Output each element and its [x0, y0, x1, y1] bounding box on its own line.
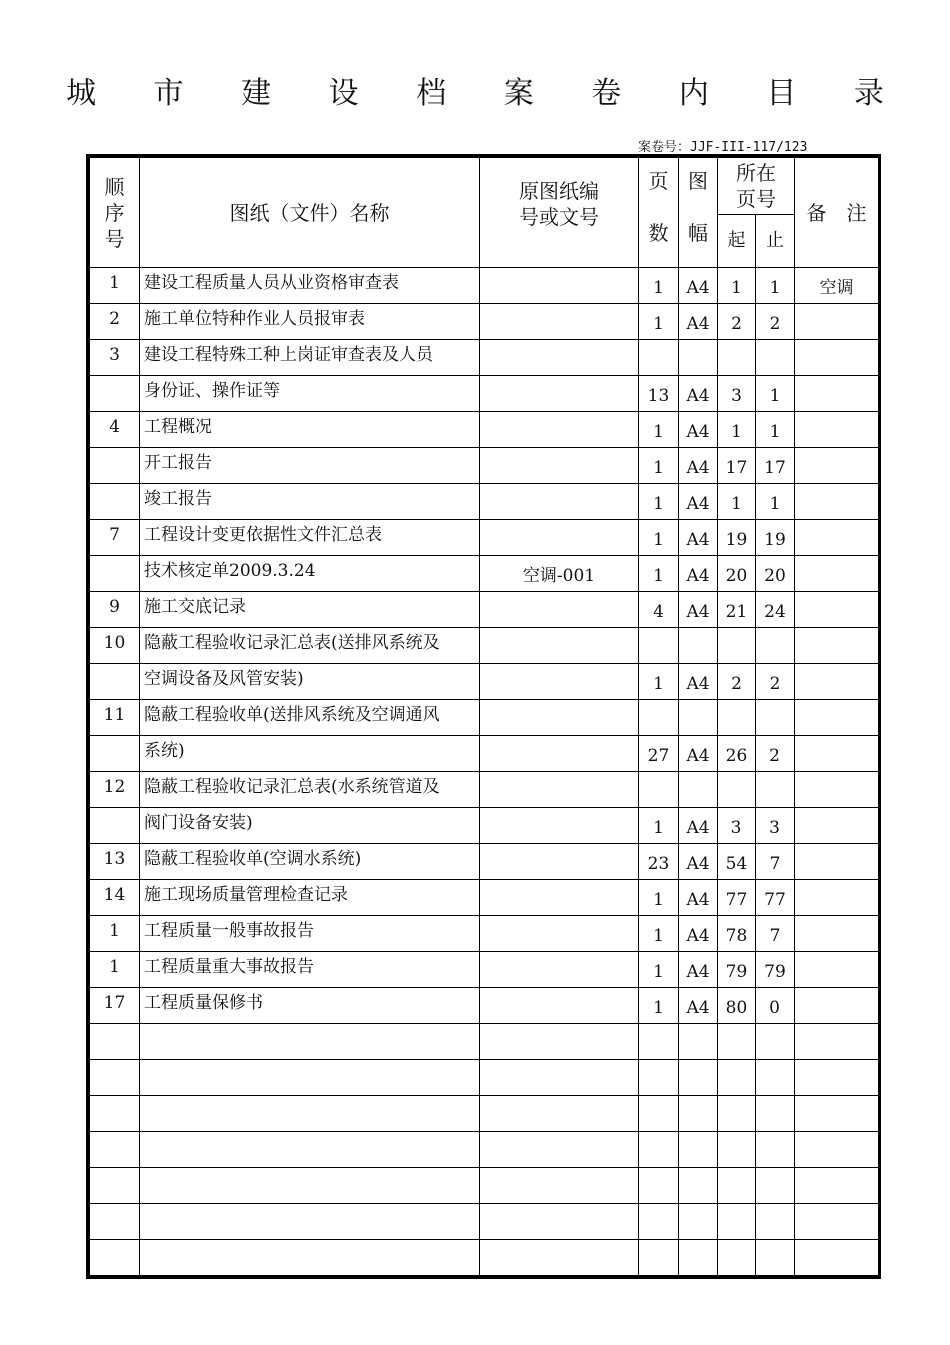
row-name: 系统)	[140, 736, 480, 772]
row-name	[140, 1060, 480, 1096]
row-orig-no	[480, 664, 639, 700]
row-end	[756, 1168, 795, 1204]
row-remark: 空调	[795, 268, 879, 304]
row-name	[140, 1096, 480, 1132]
row-start	[718, 1132, 756, 1168]
row-start: 78	[718, 916, 756, 952]
row-seq	[90, 448, 140, 484]
row-pages	[639, 340, 679, 376]
row-orig-no	[480, 376, 639, 412]
table-row	[90, 1168, 879, 1204]
row-orig-no: 空调-001	[480, 556, 639, 592]
row-start	[718, 1060, 756, 1096]
header-seq: 顺序号	[90, 158, 140, 268]
row-size	[679, 1024, 718, 1060]
table-row	[90, 592, 879, 628]
row-end: 1	[756, 412, 795, 448]
row-end	[756, 772, 795, 808]
row-start: 1	[718, 484, 756, 520]
row-seq: 12	[90, 772, 140, 808]
row-seq	[90, 556, 140, 592]
row-pages: 27	[639, 736, 679, 772]
row-remark	[795, 304, 879, 340]
row-start: 3	[718, 808, 756, 844]
row-name: 开工报告	[140, 448, 480, 484]
row-pages	[639, 1096, 679, 1132]
row-size: A4	[679, 844, 718, 880]
row-size	[679, 1240, 718, 1276]
table-row	[90, 1204, 879, 1240]
row-orig-no	[480, 1204, 639, 1240]
row-pages: 1	[639, 412, 679, 448]
row-remark	[795, 808, 879, 844]
row-orig-no	[480, 1096, 639, 1132]
row-end	[756, 1132, 795, 1168]
row-size	[679, 700, 718, 736]
row-seq	[90, 1060, 140, 1096]
row-seq	[90, 736, 140, 772]
row-seq	[90, 1168, 140, 1204]
row-name	[140, 1168, 480, 1204]
row-remark	[795, 484, 879, 520]
row-seq: 4	[90, 412, 140, 448]
row-remark	[795, 340, 879, 376]
row-pages	[639, 1024, 679, 1060]
table-row	[90, 916, 879, 952]
header-orig-no	[480, 158, 639, 268]
row-seq	[90, 1096, 140, 1132]
row-pages: 1	[639, 304, 679, 340]
row-seq: 17	[90, 988, 140, 1024]
case-number: 案卷号：JJF-III-117/123	[638, 140, 808, 155]
table-row	[90, 448, 879, 484]
row-orig-no	[480, 736, 639, 772]
row-remark	[795, 448, 879, 484]
page-title: 城 市 建 设 档 案 卷 内 目 录	[66, 76, 908, 111]
row-name: 技术核定单2009.3.24	[140, 556, 480, 592]
row-size	[679, 1168, 718, 1204]
row-size: A4	[679, 664, 718, 700]
row-end: 2	[756, 664, 795, 700]
row-remark	[795, 880, 879, 916]
row-size	[679, 1204, 718, 1240]
row-end	[756, 340, 795, 376]
row-end	[756, 1060, 795, 1096]
row-end	[756, 1096, 795, 1132]
table-row	[90, 412, 879, 448]
row-pages: 1	[639, 448, 679, 484]
table-row	[90, 808, 879, 844]
row-end: 20	[756, 556, 795, 592]
header-orig-no-line2: 号或文号	[519, 205, 599, 229]
row-seq	[90, 1204, 140, 1240]
row-size: A4	[679, 448, 718, 484]
row-end	[756, 700, 795, 736]
row-name: 施工现场质量管理检查记录	[140, 880, 480, 916]
row-orig-no	[480, 1240, 639, 1276]
row-end: 17	[756, 448, 795, 484]
row-start	[718, 700, 756, 736]
row-seq: 9	[90, 592, 140, 628]
row-size: A4	[679, 268, 718, 304]
row-seq: 1	[90, 916, 140, 952]
header-end: 止	[756, 215, 795, 268]
header-size-bottom: 幅	[688, 221, 708, 245]
row-orig-no	[480, 1168, 639, 1204]
row-seq	[90, 484, 140, 520]
row-size	[679, 628, 718, 664]
table-row	[90, 340, 879, 376]
row-end: 24	[756, 592, 795, 628]
row-orig-no	[480, 808, 639, 844]
row-size: A4	[679, 592, 718, 628]
row-pages: 1	[639, 664, 679, 700]
row-name: 施工交底记录	[140, 592, 480, 628]
row-orig-no	[480, 1132, 639, 1168]
row-pages: 1	[639, 268, 679, 304]
catalog-table-frame	[86, 154, 881, 1279]
row-size: A4	[679, 556, 718, 592]
row-remark	[795, 988, 879, 1024]
row-name	[140, 1204, 480, 1240]
catalog-table	[89, 157, 879, 1276]
row-remark	[795, 412, 879, 448]
row-name: 工程质量重大事故报告	[140, 952, 480, 988]
row-pages: 1	[639, 916, 679, 952]
row-name: 隐蔽工程验收记录汇总表(送排风系统及	[140, 628, 480, 664]
row-seq: 10	[90, 628, 140, 664]
row-pages: 1	[639, 484, 679, 520]
row-size: A4	[679, 916, 718, 952]
row-pages	[639, 772, 679, 808]
row-end	[756, 1240, 795, 1276]
row-orig-no	[480, 844, 639, 880]
row-orig-no	[480, 484, 639, 520]
row-size	[679, 1060, 718, 1096]
row-remark	[795, 1168, 879, 1204]
row-end: 7	[756, 844, 795, 880]
row-name: 隐蔽工程验收记录汇总表(水系统管道及	[140, 772, 480, 808]
row-name	[140, 1240, 480, 1276]
table-header	[90, 158, 879, 268]
row-name: 工程概况	[140, 412, 480, 448]
table-row	[90, 844, 879, 880]
row-remark	[795, 1024, 879, 1060]
row-size	[679, 772, 718, 808]
row-name: 身份证、操作证等	[140, 376, 480, 412]
row-start: 77	[718, 880, 756, 916]
row-pages	[639, 1168, 679, 1204]
row-seq: 1	[90, 952, 140, 988]
row-size	[679, 1132, 718, 1168]
row-name: 工程质量一般事故报告	[140, 916, 480, 952]
row-end: 2	[756, 736, 795, 772]
row-name: 建设工程特殊工种上岗证审查表及人员	[140, 340, 480, 376]
row-end: 7	[756, 916, 795, 952]
header-location-line1: 所在	[736, 161, 776, 185]
row-remark	[795, 844, 879, 880]
row-remark	[795, 1240, 879, 1276]
row-pages: 1	[639, 880, 679, 916]
table-row	[90, 376, 879, 412]
row-end: 79	[756, 952, 795, 988]
row-seq	[90, 808, 140, 844]
row-remark	[795, 952, 879, 988]
row-size: A4	[679, 376, 718, 412]
row-start	[718, 1204, 756, 1240]
row-start: 19	[718, 520, 756, 556]
row-start: 17	[718, 448, 756, 484]
table-row	[90, 664, 879, 700]
row-remark	[795, 1132, 879, 1168]
table-row	[90, 700, 879, 736]
row-pages: 1	[639, 556, 679, 592]
row-name: 竣工报告	[140, 484, 480, 520]
header-orig-no-line1: 原图纸编	[519, 179, 599, 203]
row-start	[718, 1240, 756, 1276]
row-size: A4	[679, 520, 718, 556]
row-orig-no	[480, 952, 639, 988]
header-pages	[639, 158, 679, 268]
row-seq: 2	[90, 304, 140, 340]
row-seq	[90, 376, 140, 412]
row-pages	[639, 1060, 679, 1096]
row-name: 建设工程质量人员从业资格审查表	[140, 268, 480, 304]
table-row	[90, 1024, 879, 1060]
row-name: 工程质量保修书	[140, 988, 480, 1024]
row-size: A4	[679, 484, 718, 520]
row-pages: 1	[639, 952, 679, 988]
row-start	[718, 340, 756, 376]
row-start: 1	[718, 268, 756, 304]
row-pages: 1	[639, 520, 679, 556]
row-name: 阀门设备安装)	[140, 808, 480, 844]
row-seq	[90, 664, 140, 700]
header-start: 起	[718, 215, 756, 268]
row-start: 20	[718, 556, 756, 592]
row-start: 3	[718, 376, 756, 412]
row-orig-no	[480, 448, 639, 484]
row-end	[756, 628, 795, 664]
table-row	[90, 628, 879, 664]
row-start: 21	[718, 592, 756, 628]
row-seq: 14	[90, 880, 140, 916]
row-orig-no	[480, 592, 639, 628]
table-row	[90, 988, 879, 1024]
row-seq: 1	[90, 268, 140, 304]
table-row	[90, 1096, 879, 1132]
row-orig-no	[480, 268, 639, 304]
table-row	[90, 952, 879, 988]
row-start: 2	[718, 664, 756, 700]
row-remark	[795, 520, 879, 556]
header-size	[679, 158, 718, 268]
row-remark	[795, 1096, 879, 1132]
row-remark	[795, 916, 879, 952]
row-end: 3	[756, 808, 795, 844]
row-orig-no	[480, 340, 639, 376]
row-start: 54	[718, 844, 756, 880]
row-orig-no	[480, 1024, 639, 1060]
row-end	[756, 1024, 795, 1060]
row-seq: 11	[90, 700, 140, 736]
row-size: A4	[679, 952, 718, 988]
row-remark	[795, 1060, 879, 1096]
row-pages	[639, 1204, 679, 1240]
row-remark	[795, 628, 879, 664]
row-orig-no	[480, 880, 639, 916]
row-start	[718, 628, 756, 664]
table-row	[90, 772, 879, 808]
row-start: 80	[718, 988, 756, 1024]
row-size: A4	[679, 880, 718, 916]
row-pages	[639, 1132, 679, 1168]
table-row	[90, 268, 879, 304]
row-end: 19	[756, 520, 795, 556]
row-pages: 4	[639, 592, 679, 628]
row-remark	[795, 376, 879, 412]
row-name: 工程设计变更依据性文件汇总表	[140, 520, 480, 556]
table-body	[90, 268, 879, 1276]
row-seq	[90, 1024, 140, 1060]
table-row	[90, 304, 879, 340]
table-row	[90, 520, 879, 556]
row-seq: 13	[90, 844, 140, 880]
row-name: 空调设备及风管安装)	[140, 664, 480, 700]
row-start	[718, 1096, 756, 1132]
table-row	[90, 1132, 879, 1168]
row-remark	[795, 664, 879, 700]
row-pages	[639, 1240, 679, 1276]
row-start: 1	[718, 412, 756, 448]
row-seq	[90, 1240, 140, 1276]
row-orig-no	[480, 988, 639, 1024]
table-row	[90, 484, 879, 520]
row-pages	[639, 700, 679, 736]
header-pages-top: 页	[648, 169, 669, 193]
row-orig-no	[480, 520, 639, 556]
header-location-line2: 页号	[736, 187, 776, 211]
row-orig-no	[480, 700, 639, 736]
row-start	[718, 1168, 756, 1204]
row-pages: 23	[639, 844, 679, 880]
row-end: 1	[756, 484, 795, 520]
row-pages	[639, 628, 679, 664]
row-end: 2	[756, 304, 795, 340]
row-name	[140, 1024, 480, 1060]
row-name: 隐蔽工程验收单(空调水系统)	[140, 844, 480, 880]
row-start	[718, 1024, 756, 1060]
row-pages: 1	[639, 808, 679, 844]
table-row	[90, 736, 879, 772]
row-end: 1	[756, 268, 795, 304]
row-orig-no	[480, 916, 639, 952]
row-name: 施工单位特种作业人员报审表	[140, 304, 480, 340]
table-row	[90, 556, 879, 592]
row-remark	[795, 772, 879, 808]
table-row	[90, 1240, 879, 1276]
row-remark	[795, 736, 879, 772]
row-end: 77	[756, 880, 795, 916]
row-orig-no	[480, 412, 639, 448]
row-remark	[795, 1204, 879, 1240]
header-location	[718, 158, 795, 215]
header-pages-bottom: 数	[648, 221, 669, 245]
row-start	[718, 772, 756, 808]
row-start: 79	[718, 952, 756, 988]
row-remark	[795, 700, 879, 736]
row-end: 1	[756, 376, 795, 412]
row-orig-no	[480, 772, 639, 808]
row-name	[140, 1132, 480, 1168]
row-seq	[90, 1132, 140, 1168]
row-pages: 1	[639, 988, 679, 1024]
row-size: A4	[679, 988, 718, 1024]
row-end: 0	[756, 988, 795, 1024]
row-remark	[795, 556, 879, 592]
header-remark: 备 注	[795, 158, 879, 268]
row-seq: 7	[90, 520, 140, 556]
header-name: 图纸（文件）名称	[140, 158, 480, 268]
row-size: A4	[679, 736, 718, 772]
row-size	[679, 340, 718, 376]
row-name: 隐蔽工程验收单(送排风系统及空调通风	[140, 700, 480, 736]
row-size: A4	[679, 304, 718, 340]
row-seq: 3	[90, 340, 140, 376]
row-pages: 13	[639, 376, 679, 412]
row-size: A4	[679, 808, 718, 844]
row-start: 2	[718, 304, 756, 340]
row-size	[679, 1096, 718, 1132]
row-end	[756, 1204, 795, 1240]
row-orig-no	[480, 628, 639, 664]
row-orig-no	[480, 1060, 639, 1096]
row-remark	[795, 592, 879, 628]
table-row	[90, 880, 879, 916]
table-row	[90, 1060, 879, 1096]
row-orig-no	[480, 304, 639, 340]
row-start: 26	[718, 736, 756, 772]
header-size-top: 图	[688, 169, 708, 193]
row-size: A4	[679, 412, 718, 448]
